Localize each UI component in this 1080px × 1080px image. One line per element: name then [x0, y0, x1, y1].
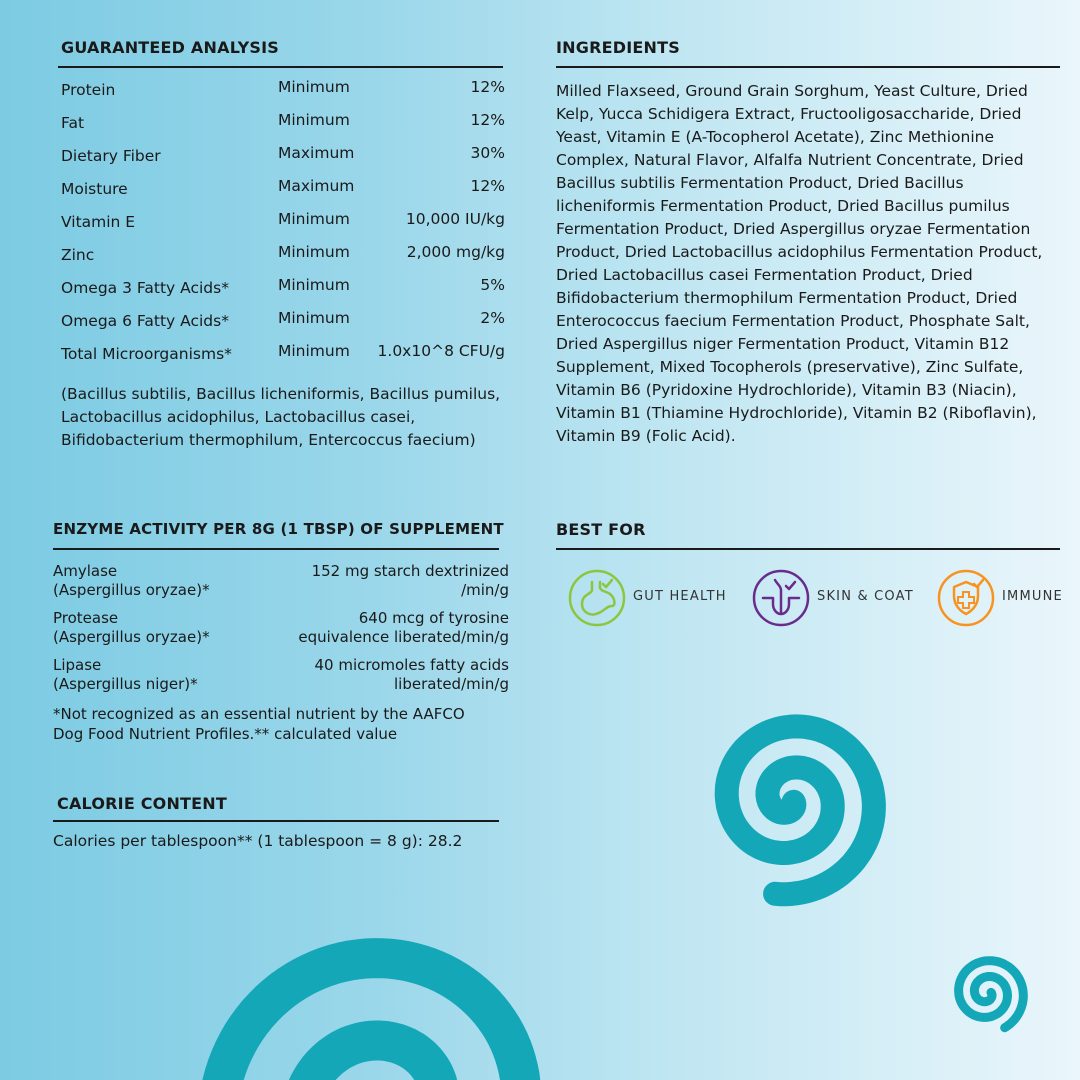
- nutrient-value: 10,000 IU/kg: [405, 210, 505, 228]
- guaranteed-analysis-divider: [58, 66, 503, 68]
- enzyme-value-line: 40 micromoles fatty acids: [314, 656, 509, 674]
- enzyme-name: [53, 562, 283, 600]
- enzyme-value: [269, 562, 509, 600]
- stomach-icon: [567, 568, 627, 628]
- enzyme-activity-title: ENZYME ACTIVITY PER 8G (1 TBSP) OF SUPPLEMENT: [53, 520, 504, 538]
- enzyme-value-line: liberated/min/g: [394, 675, 509, 693]
- logo-swirl-icon: [959, 961, 1024, 1028]
- microorganisms-list: (Bacillus subtilis, Bacillus licheniformis, Bacillus pumilus, Lactobacillus acidophilus, Lactobacillus casei, Bifidobacterium thermophilum, Entercoccus faecium): [61, 385, 501, 449]
- enzyme-activity-divider: [53, 548, 499, 550]
- nutrient-name: Protein: [61, 81, 116, 99]
- nutrient-value: 1.0x10^8 CFU/g: [377, 342, 505, 360]
- ingredients-title: INGREDIENTS: [556, 38, 680, 57]
- analysis-row: [61, 243, 505, 271]
- analysis-row: [61, 276, 505, 304]
- analysis-row: [61, 144, 505, 172]
- nutrient-limit-type: Minimum: [278, 78, 350, 96]
- nutrient-limit-type: Minimum: [278, 342, 350, 360]
- nutrient-value: 12%: [470, 177, 505, 195]
- ingredients-divider: [556, 66, 1060, 68]
- nutrient-limit-type: Minimum: [278, 210, 350, 228]
- enzyme-name: [53, 656, 283, 694]
- nutrient-name: Dietary Fiber: [61, 147, 161, 165]
- hair-follicle-icon: [751, 568, 811, 628]
- enzyme-name-line: Protease: [53, 609, 119, 627]
- nutrient-name: Zinc: [61, 246, 95, 264]
- nutrient-value: 12%: [470, 111, 505, 129]
- nutrient-value: 30%: [470, 144, 505, 162]
- enzyme-value-line: /min/g: [461, 581, 509, 599]
- nutrient-value: 2,000 mg/kg: [406, 243, 505, 261]
- nutrient-name: Omega 6 Fatty Acids*: [61, 312, 229, 330]
- ingredients-list: Milled Flaxseed, Ground Grain Sorghum, Yeast Culture, Dried Kelp, Yucca Schidigera Extract, Fructooligosaccharide, Dried Yeast, Vitamin E (A-Tocopherol Acetate), Zinc Methionine Complex, Natural Flavor, Alfalfa Nutrient Concentrate, Dried Bacillus subtilis Fermentation Product, Dried Bacillus licheniformis Fermentation Product, Dried Bacillus pumilus Fermentation Product, Dried Aspergillus oryzae Fermentation Product, Dried Lactobacillus acidophilus Fermentation Product, Dried Lactobacillus casei Fermentation Product, Dried Bifidobacterium thermophilum Fermentation Product, Dried Enterococcus faecium Fermentation Product, Phosphate Salt, Dried Aspergillus niger Fermentation Product, Vitamin B12 Supplement, Mixed Tocopherols (preservative), Zinc Sulfate, Vitamin B6 (Pyridoxine Hydrochloride), Vitamin B3 (Niacin), Vitamin B1 (Thiamine Hydrochloride), Vitamin B2 (Riboflavin), Vitamin B9 (Folic Acid).: [556, 82, 1043, 445]
- analysis-row: [61, 177, 505, 205]
- nutrient-name: Fat: [61, 114, 85, 132]
- enzyme-name-line: Lipase: [53, 656, 102, 674]
- enzyme-name-line: Amylase: [53, 562, 118, 580]
- badge-label: SKIN & COAT: [817, 589, 914, 604]
- nutrient-limit-type: Maximum: [278, 177, 355, 195]
- nutrient-name: Total Microorganisms*: [61, 345, 232, 363]
- nutrient-limit-type: Minimum: [278, 243, 350, 261]
- nutrient-value: 5%: [480, 276, 505, 294]
- calorie-content-divider: [53, 820, 499, 822]
- badge-label: GUT HEALTH: [633, 589, 727, 604]
- nutrient-value: 12%: [470, 78, 505, 96]
- nutrient-limit-type: Minimum: [278, 309, 350, 327]
- best-for-title: BEST FOR: [556, 520, 646, 539]
- nutrient-name: Vitamin E: [61, 213, 136, 231]
- enzyme-value: [269, 609, 509, 647]
- aafco-footnote: [53, 704, 523, 744]
- analysis-row: [61, 111, 505, 139]
- calories-per-tablespoon: Calories per tablespoon** (1 tablespoon = 8 g): 28.2: [53, 832, 463, 850]
- enzyme-name-line: (Aspergillus oryzae)*: [53, 628, 210, 646]
- enzyme-value-line: equivalence liberated/min/g: [298, 628, 509, 646]
- guaranteed-analysis-title: GUARANTEED ANALYSIS: [61, 38, 279, 57]
- enzyme-name: [53, 609, 283, 647]
- nutrient-name: Omega 3 Fatty Acids*: [61, 279, 229, 297]
- badge-label: IMMUNE: [1002, 589, 1063, 604]
- shield-plus-icon: [936, 568, 996, 628]
- calorie-content-title: CALORIE CONTENT: [57, 794, 228, 813]
- large-swirl-graphic: [222, 958, 521, 1080]
- nutrient-limit-type: Maximum: [278, 144, 355, 162]
- enzyme-value: [269, 656, 509, 694]
- enzyme-value-line: 152 mg starch dextrinized: [311, 562, 509, 580]
- nutrient-limit-type: Minimum: [278, 276, 350, 294]
- footnote-line: Dog Food Nutrient Profiles.** calculated value: [53, 725, 398, 743]
- analysis-row: [61, 210, 505, 238]
- best-for-divider: [556, 548, 1060, 550]
- nutrient-value: 2%: [480, 309, 505, 327]
- enzyme-name-line: (Aspergillus niger)*: [53, 675, 198, 693]
- nutrient-limit-type: Minimum: [278, 111, 350, 129]
- analysis-row: [61, 309, 505, 337]
- medium-swirl-graphic: [727, 726, 874, 894]
- enzyme-name-line: (Aspergillus oryzae)*: [53, 581, 210, 599]
- nutrient-name: Moisture: [61, 180, 128, 198]
- analysis-row: [61, 78, 505, 106]
- enzyme-value-line: 640 mcg of tyrosine: [358, 609, 509, 627]
- analysis-row: [61, 342, 505, 370]
- footnote-line: *Not recognized as an essential nutrient by the AAFCO: [53, 705, 465, 723]
